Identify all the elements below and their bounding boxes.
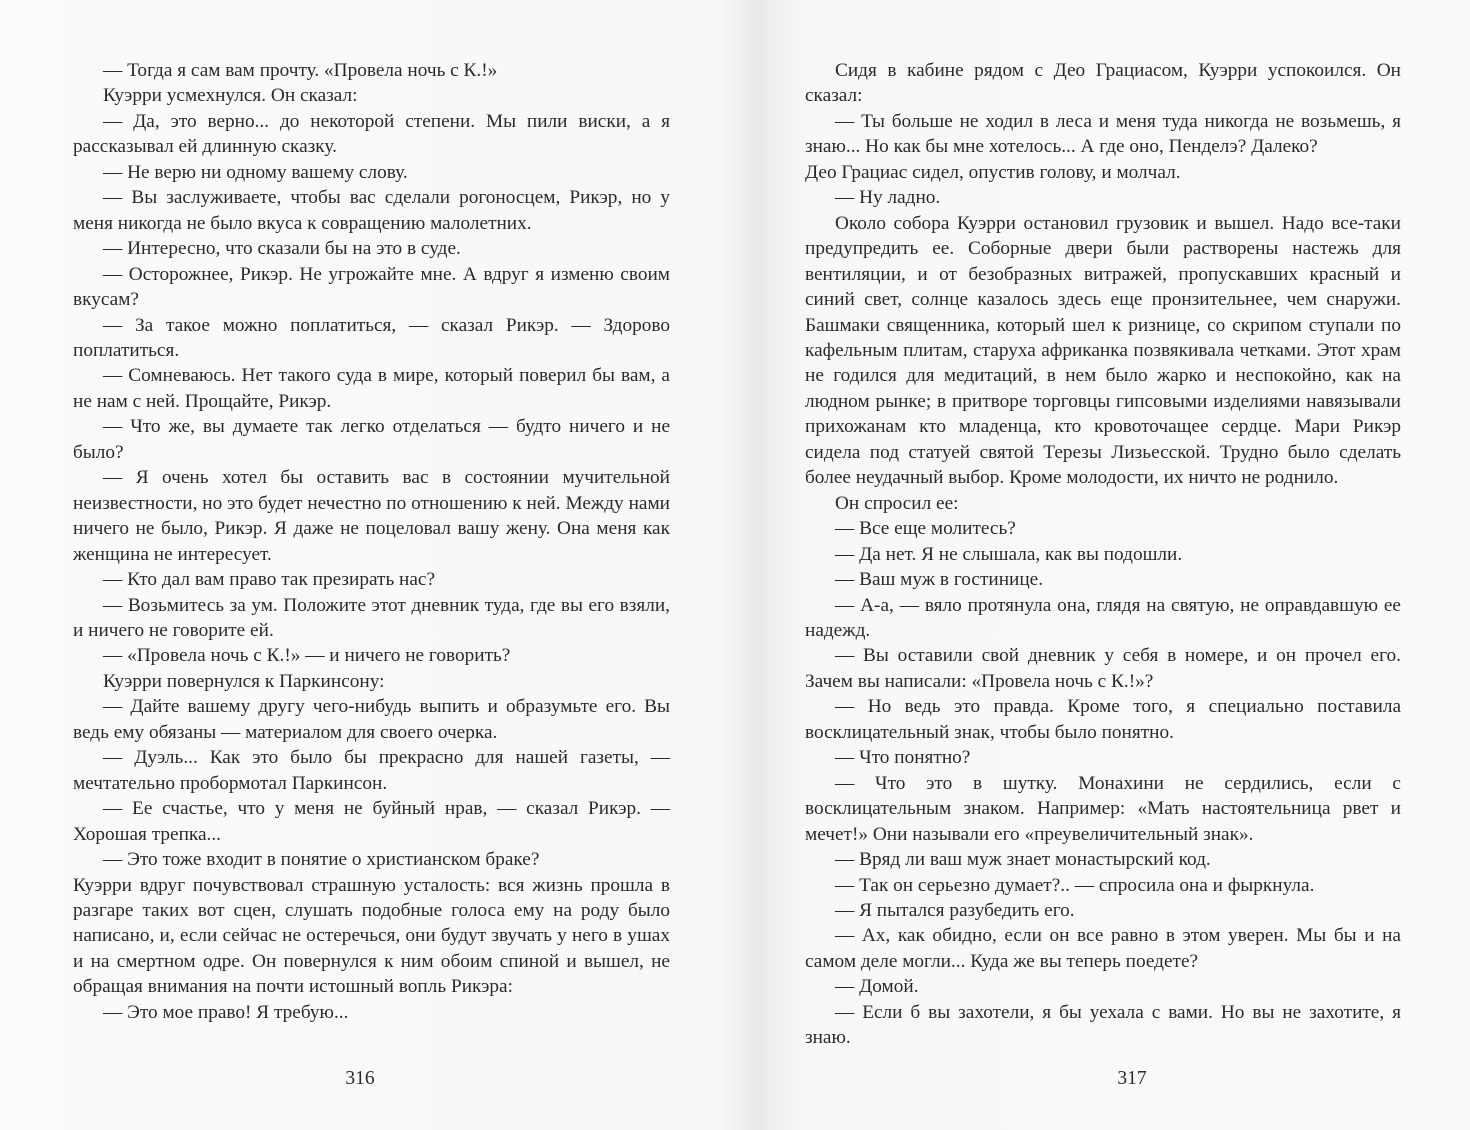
paragraph: — Дуэль... Как это было бы прекрасно для нашей газеты, — мечтательно пробормотал Паркинсон. [73, 747, 670, 794]
paragraph: — Это мое право! Я требую... [103, 1001, 349, 1023]
paragraph: — «Провела ночь с К.!» — и ничего не говорить? [103, 645, 511, 667]
paragraph: Сидя в кабине рядом с Део Грациасом, Куэрри успокоился. Он сказал: [805, 60, 1401, 107]
paragraph: — Все еще молитесь? [835, 518, 1016, 540]
right-page-text [805, 58, 1401, 1051]
page-number: 316 [345, 1068, 375, 1089]
paragraph: — Сомневаюсь. Нет такого суда в мире, который поверил бы вам, а не нам с ней. Прощайте, Рикэр. [73, 365, 670, 412]
paragraph: Куэрри вдруг почувствовал страшную усталость: вся жизнь прошла в разгаре таких вот сцен, слушать подобные голоса ему на роду было написано, и, если сейчас не остеречься, они будут звучать у него в ушах и на смертном одре. Он повернулся к ним обоим спиной и вышел, не обращая внимания на почти истошный вопль Рикэра: [73, 874, 670, 998]
paragraph: — Что это в шутку. Монахини не сердились, если с восклицательным знаком. Например: «Мать настоятельница рвет и мечет!» Они называли его «преувеличительный знак». [805, 772, 1401, 845]
paragraph: — Кто дал вам право так презирать нас? [103, 569, 436, 591]
paragraph: Он спросил ее: [835, 492, 959, 514]
paragraph: Около собора Куэрри остановил грузовик и вышел. Надо все-таки предупредить ее. Соборные двери были растворены настежь для вентиляции, и от безобразных витражей, пропускавших красный и синий свет, солнце казалось здесь еще пронзительнее, чем снаружи. Башмаки священника, который шел к ризнице, со скрипом ступали по кафельным плитам, старуха африканка позвякивала четками. Этот храм не годился для медитаций, в нем было жарко и неспокойно, как на людном рынке; в притворе торговцы гипсовыми изделиями навязывали прихожанам кто младенца, кто кровоточащее сердце. Мари Рикэр сидела под статуей святой Терезы Лизьесской. Трудно было сделать более неудачный выбор. Кроме молодости, их ничто не роднило. [805, 212, 1401, 489]
paragraph: — Это тоже входит в понятие о христианском браке? [103, 849, 540, 871]
left-page-text [73, 58, 670, 1025]
paragraph: — Ах, как обидно, если он все равно в этом уверен. Мы бы и на самом деле могли... Куда же вы теперь поедете? [805, 925, 1401, 972]
paragraph: — Я пытался разубедить его. [835, 899, 1075, 921]
paragraph: — Домой. [835, 976, 919, 998]
paragraph: — Осторожнее, Рикэр. Не угрожайте мне. А вдруг я изменю своим вкусам? [73, 263, 670, 311]
paragraph: — Вряд ли ваш муж знает монастырский код. [835, 849, 1211, 871]
paragraph: — Тогда я сам вам прочту. «Провела ночь с К.!» [103, 60, 498, 81]
paragraph: — За такое можно поплатиться, — сказал Рикэр. — Здорово поплатиться. [73, 314, 670, 361]
paragraph: — Да нет. Я не слышала, как вы подошли. [835, 543, 1183, 565]
paragraph: — Я очень хотел бы оставить вас в состоянии мучительной неизвестности, но это будет нечестно по отношению к ней. Между нами ничего не было, Рикэр. Я даже не поцеловал вашу жену. Она меня как женщина не интересует. [73, 467, 670, 565]
page-number: 317 [1117, 1068, 1147, 1089]
paragraph: — Вы оставили свой дневник у себя в номере, и он прочел его. Зачем вы написали: «Провела ночь с К.!»? [805, 645, 1401, 692]
paragraph: Куэрри повернулся к Паркинсону: [103, 670, 385, 692]
paragraph: — Но ведь это правда. Кроме того, я специально поставила восклицательный знак, чтобы было понятно. [805, 696, 1401, 743]
paragraph: — Ну ладно. [835, 187, 941, 209]
paragraph: — Ее счастье, что у меня не буйный нрав, — сказал Рикэр. — Хорошая трепка... [73, 798, 670, 845]
paragraph: — Что понятно? [835, 747, 971, 769]
paragraph: — А-а, — вяло протянула она, глядя на святую, не оправдавшую ее надежд. [805, 594, 1401, 641]
right-page [735, 0, 1470, 1130]
paragraph: — Так он серьезно думает?.. — спросила она и фыркнула. [835, 874, 1315, 896]
paragraph: — Если б вы захотели, я бы уехала с вами. Но вы не захотите, я знаю. [805, 1001, 1401, 1049]
paragraph: — Интересно, что сказали бы на это в суде. [103, 238, 461, 260]
paragraph: — Дайте вашему другу чего-нибудь выпить и образумьте его. Вы ведь ему обязаны — материалом для своего очерка. [73, 696, 670, 743]
paragraph: — Да, это верно... до некоторой степени. Мы пили виски, а я рассказывал ей длинную сказку. [73, 110, 670, 158]
paragraph: — Ты больше не ходил в леса и меня туда никогда не возьмешь, я знаю... Но как бы мне хотелось... А где оно, Пенделэ? Далеко? [805, 110, 1401, 158]
paragraph: — Не верю ни одному вашему слову. [103, 161, 408, 183]
paragraph: Куэрри усмехнулся. Он сказал: [103, 85, 358, 107]
paragraph: — Вы заслуживаете, чтобы вас сделали рогоносцем, Рикэр, но у меня никогда не было вкуса к совращению малолетних. [73, 187, 670, 234]
paragraph: — Возьмитесь за ум. Положите этот дневник туда, где вы его взяли, и ничего не говорите ей. [73, 594, 670, 641]
paragraph: — Ваш муж в гостинице. [835, 569, 1044, 591]
paragraph: — Что же, вы думаете так легко отделаться — будто ничего и не было? [73, 416, 670, 463]
paragraph: Део Грациас сидел, опустив голову, и молчал. [805, 161, 1181, 183]
